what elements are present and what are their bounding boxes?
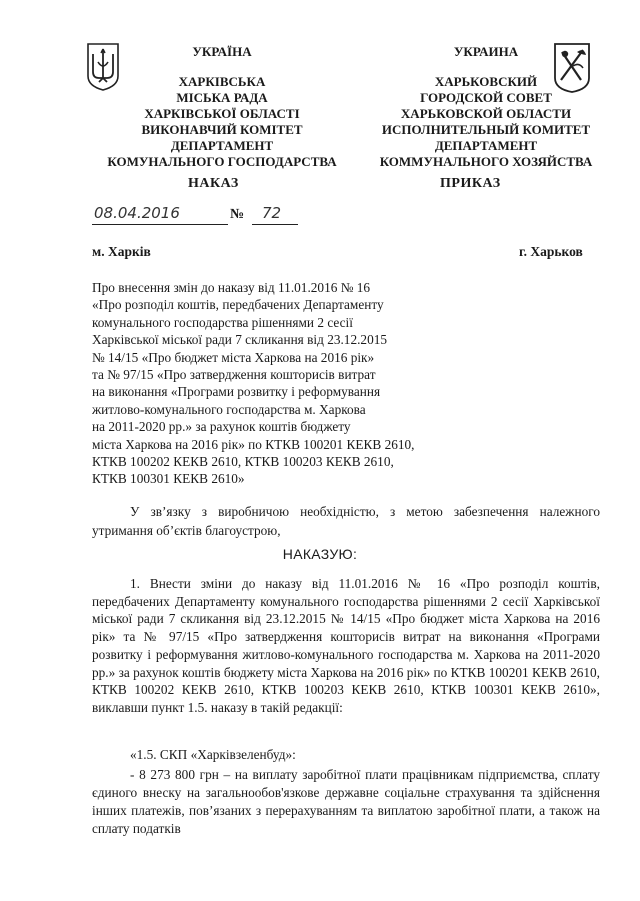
preamble-paragraph: У зв’язку з виробничою необхідністю, з метою забезпечення належного утримання об’єктів благоустрою, [92, 504, 600, 538]
left-header [102, 44, 342, 170]
subject-line: житлово-комунального господарства м. Харкова [92, 401, 366, 417]
right-header-line: ДЕПАРТАМЕНТ [434, 138, 538, 153]
order-date: 08.04.2016 [94, 204, 180, 222]
right-header-line: ХАРЬКОВСКОЙ ОБЛАСТИ [400, 106, 572, 121]
left-header-country: УКРАЇНА [192, 44, 252, 59]
doc-type-ru: ПРИКАЗ [440, 176, 501, 191]
item15-body: - 8 273 800 грн – на виплату заробітної плати працівникам підприємства, сплату єдиного внеску на загальнообов'язкове державне соціальне страхування та здійснення інших платежів, пов’язаних з перерахуванням та виплатою заробітної плати, а також на сплату податків [92, 767, 600, 836]
subject-line: Про внесення змін до наказу від 11.01.2016 № 16 [92, 280, 371, 295]
subject-line: «Про розподіл коштів, передбачених Департаменту [92, 297, 384, 313]
right-header-line: ХАРЬКОВСКИЙ [434, 74, 538, 89]
right-header-line: ИСПОЛНИТЕЛЬНЫЙ КОМИТЕТ [381, 122, 591, 137]
subject-line: КТКВ 100301 КЕКВ 2610» [92, 471, 245, 487]
place-ru: г. Харьков [519, 244, 583, 259]
left-header-line: ХАРКІВСЬКОЇ ОБЛАСТІ [144, 106, 300, 121]
left-header-line: ХАРКІВСЬКА [178, 74, 266, 89]
number-line [252, 206, 298, 225]
place-ua: м. Харків [92, 244, 151, 259]
subject-line: комунального господарства рішеннями 2 сесії [92, 314, 353, 330]
item1-paragraph: 1. Внести зміни до наказу від 11.01.2016 № 16 «Про розподіл коштів, передбачених Департаменту комунального господарства рішеннями 2 сесії Харківської міської ради 7 скликання від 23.12.2015 № 14/15 «Про бюджет міста Харкова на 2016 рік» та № 97/15 «Про затвердження кошторисів витрат на виконання «Програми розвитку і реформування житлово-комунального господарства м. Харкова на 2011-2020 рр.» за рахунок коштів бюджету міста Харкова на 2016 рік» по КТКВ 100201 КЕКВ 2610, КТКВ 100202 КЕКВ 2610, КТКВ 100203 КЕКВ 2610, КТКВ 100301 КЕКВ 2610», виклавши пункт 1.5. наказу в такій редакції: [92, 576, 600, 715]
right-header [366, 44, 606, 170]
item15-title: «1.5. СКП «Харківзеленбуд»: [130, 747, 296, 762]
subject-line: та № 97/15 «Про затвердження кошторисів витрат [92, 367, 376, 383]
order-number: 72 [262, 204, 282, 222]
order-word: НАКАЗУЮ: [282, 546, 358, 562]
left-header-line: МІСЬКА РАДА [176, 90, 268, 105]
right-header-line: ГОРОДСКОЙ СОВЕТ [420, 90, 552, 105]
subject-line: на виконання «Програми розвитку і реформування [92, 384, 381, 400]
subject-line: міста Харкова на 2016 рік» по КТКВ 100201 КЕКВ 2610, [92, 436, 415, 452]
right-header-country: УКРАИНА [453, 44, 519, 59]
left-header-line: ВИКОНАВЧИЙ КОМІТЕТ [141, 122, 303, 137]
subject-line: КТКВ 100202 КЕКВ 2610, КТКВ 100203 КЕКВ 2610, [92, 454, 394, 470]
left-header-line: КОМУНАЛЬНОГО ГОСПОДАРСТВА [107, 154, 337, 169]
right-header-line: КОММУНАЛЬНОГО ХОЗЯЙСТВА [379, 154, 593, 169]
subject-block [92, 279, 462, 488]
doc-type-ua: НАКАЗ [188, 176, 239, 191]
left-header-line: ДЕПАРТАМЕНТ [170, 138, 274, 153]
subject-line: на 2011-2020 рр.» за рахунок коштів бюджету [92, 419, 351, 435]
number-label: № [230, 207, 245, 222]
date-line [92, 206, 228, 225]
subject-line: Харківської міської ради 7 скликання від 23.12.2015 [92, 332, 388, 348]
subject-line: № 14/15 «Про бюджет міста Харкова на 2016 рік» [92, 349, 375, 365]
